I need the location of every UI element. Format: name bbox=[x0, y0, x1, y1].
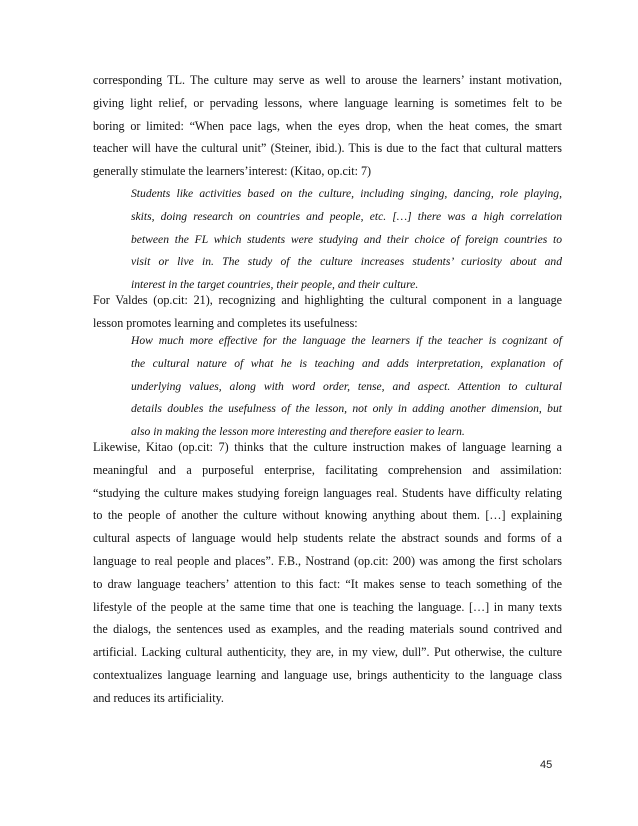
text-line: For Valdes (op.cit: 21), recognizing and highlighting the cultural component in a language bbox=[93, 293, 562, 307]
paragraph-2 bbox=[93, 289, 562, 335]
quote-line: also in making the lesson more interesting and therefore easier to learn. bbox=[131, 425, 465, 439]
text-line: language to real people and places”. F.B., Nostrand (op.cit: 200) was among the first scholars bbox=[93, 553, 562, 568]
text-line: and reduces its artificiality. bbox=[93, 690, 224, 705]
text-line: “studying the culture makes studying foreign languages real. Students have difficulty relating bbox=[93, 485, 562, 500]
quote-line: skits, doing research on countries and people, etc. […] there was a high correlation bbox=[131, 209, 562, 223]
text-line: to the people of another the culture without knowing anything about them. […] explaining bbox=[93, 508, 562, 523]
text-line: giving light relief, or pervading lessons, where language learning is sometimes felt to be bbox=[93, 95, 562, 110]
paragraph-3 bbox=[93, 436, 562, 710]
text-line: to draw language teachers’ attention to this fact: “It makes sense to teach something of the bbox=[93, 576, 562, 591]
text-line: cultural aspects of language would help students relate the abstract sounds and forms of a bbox=[93, 531, 562, 546]
text-line: Likewise, Kitao (op.cit: 7) thinks that the culture instruction makes of language learning a bbox=[93, 440, 562, 454]
text-line: lesson promotes learning and completes its usefulness: bbox=[93, 315, 358, 330]
text-line: corresponding TL. The culture may serve as well to arouse the learners’ instant motivation, bbox=[93, 73, 562, 87]
quote-line: visit or live in. The study of the culture increases students’ curiosity about and bbox=[131, 255, 562, 269]
text-line: generally stimulate the learners’interest: (Kitao, op.cit: 7) bbox=[93, 164, 372, 179]
quote-line: the cultural nature of what he is teaching and adds interpretation, explanation of bbox=[131, 356, 562, 370]
text-line: contextualizes language learning and language use, brings authenticity to the language class bbox=[93, 667, 562, 682]
text-line: artificial. Lacking cultural authenticity, they are, in my view, dull”. Put otherwise, the culture bbox=[93, 645, 562, 660]
quote-line: How much more effective for the language the learners if the teacher is cognizant of bbox=[131, 334, 562, 347]
quote-line: underlying values, along with word order, tense, and aspect. Attention to cultural bbox=[131, 379, 562, 393]
text-line: lifestyle of the people at the same time that one is teaching the language. […] in many texts bbox=[93, 599, 562, 614]
block-quote-2 bbox=[131, 330, 562, 444]
text-line: meaningful and a purposeful enterprise, facilitating comprehension and assimilation: bbox=[93, 462, 562, 477]
quote-line: details doubles the usefulness of the lesson, not only in adding another dimension, but bbox=[131, 402, 562, 416]
page-number: 45 bbox=[540, 759, 553, 771]
text-line: teacher will have the cultural unit” (Steiner, ibid.). This is due to the fact that cultural matters bbox=[93, 141, 562, 156]
paragraph-1 bbox=[93, 69, 562, 183]
text-line: the dialogs, the sentences used as examples, and the reading materials sound contrived and bbox=[93, 622, 562, 637]
text-line: boring or limited: “When pace lags, when the eyes drop, when the heat comes, the smart bbox=[93, 118, 562, 133]
quote-line: interest in the target countries, their people, and their culture. bbox=[131, 278, 419, 292]
block-quote-1 bbox=[131, 183, 562, 297]
quote-line: Students like activities based on the culture, including singing, dancing, role playing, bbox=[131, 187, 562, 200]
quote-line: between the FL which students were studying and their choice of foreign countries to bbox=[131, 232, 562, 246]
